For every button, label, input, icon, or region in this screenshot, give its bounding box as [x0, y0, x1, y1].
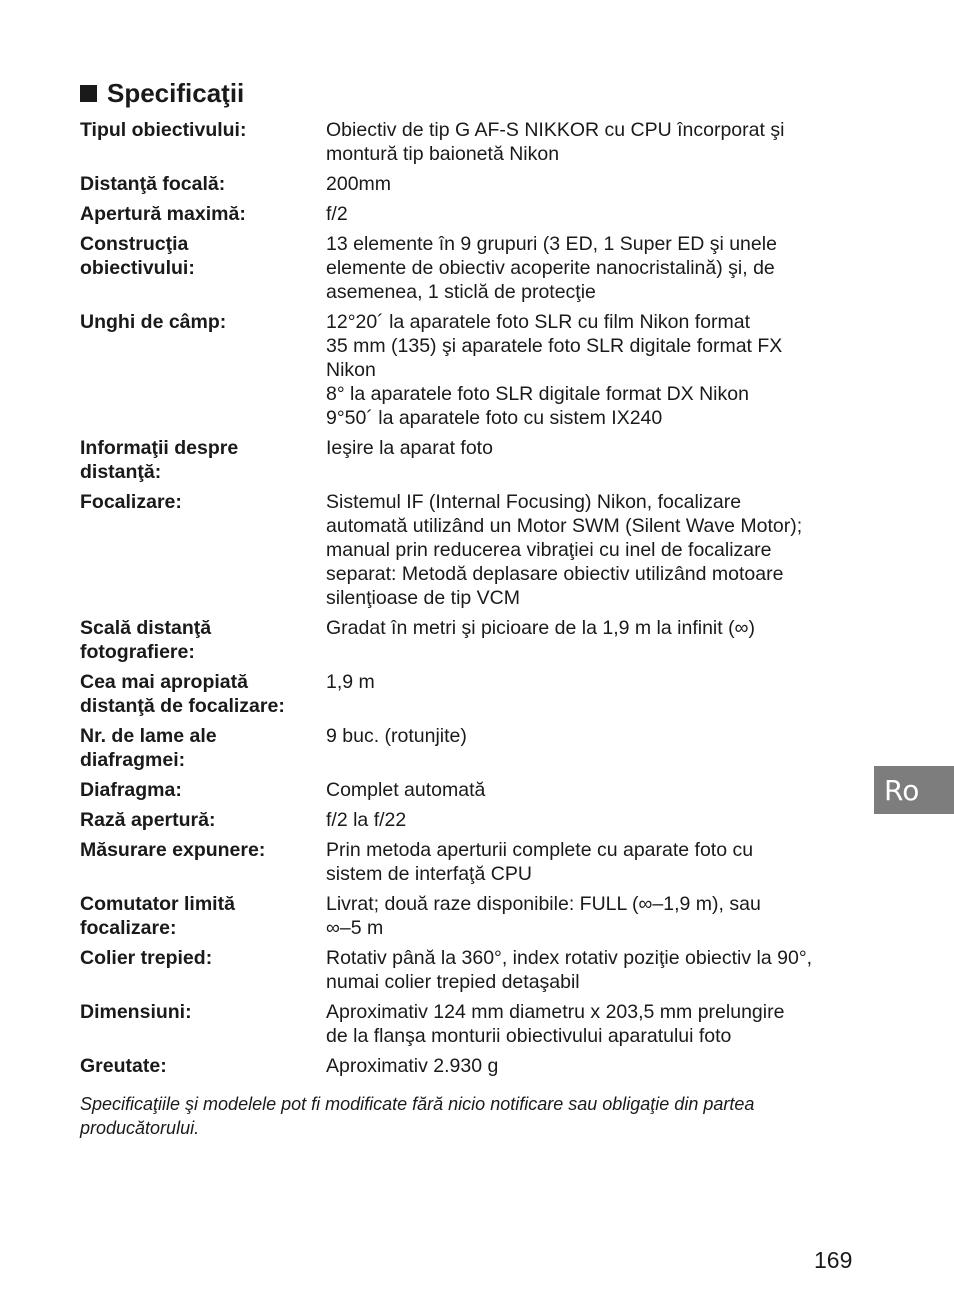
spec-row: [80, 1054, 850, 1078]
spec-row: [80, 670, 850, 718]
spec-row: [80, 808, 850, 832]
page-number: 169: [814, 1247, 853, 1273]
spec-value: 1,9 m: [326, 671, 375, 693]
spec-label: Construcţia obiectivului:: [80, 233, 195, 279]
spec-label: Scală distanţă fotografiere:: [80, 617, 212, 663]
spec-row: [80, 118, 850, 166]
spec-row: [80, 838, 850, 886]
spec-row: [80, 490, 850, 610]
spec-row: [80, 232, 850, 304]
spec-label: Unghi de câmp:: [80, 311, 227, 333]
language-tab: Ro: [874, 766, 954, 814]
spec-value: Prin metoda aperturii complete cu aparate foto cu sistem de interfaţă CPU: [326, 839, 754, 885]
spec-label: Apertură maximă:: [80, 203, 246, 225]
spec-value: Aproximativ 124 mm diametru x 203,5 mm prelungire de la flanşa monturii obiectivului aparatului foto: [326, 1001, 785, 1047]
spec-label: Informaţii despre distanţă:: [80, 437, 239, 483]
spec-row: [80, 172, 850, 196]
spec-label: Cea mai apropiată distanţă de focalizare:: [80, 671, 285, 717]
spec-value: Ieşire la aparat foto: [326, 437, 493, 459]
spec-label: Colier trepied:: [80, 947, 213, 969]
spec-row: [80, 724, 850, 772]
spec-label: Diafragma:: [80, 779, 182, 801]
spec-value: 13 elemente în 9 grupuri (3 ED, 1 Super ED şi unele elemente de obiectiv acoperite nanocristalină) şi, de asemenea, 1 sticlă de protecţie: [326, 233, 777, 303]
spec-label: Distanţă focală:: [80, 173, 226, 195]
spec-value: Obiectiv de tip G AF-S NIKKOR cu CPU încorporat şi montură tip baionetă Nikon: [326, 119, 785, 165]
spec-label: Măsurare expunere:: [80, 839, 266, 861]
spec-table: [80, 118, 850, 1084]
spec-value: 12°20´ la aparatele foto SLR cu film Nikon format 35 mm (135) şi aparatele foto SLR digitale format FX Nikon 8° la aparatele foto SLR digitale format DX Nikon 9°50´ la aparatele foto cu sistem IX240: [326, 311, 783, 429]
spec-row: [80, 1000, 850, 1048]
spec-label: Tipul obiectivului:: [80, 119, 247, 141]
spec-label: Greutate:: [80, 1055, 167, 1077]
spec-row: [80, 892, 850, 940]
spec-value: 9 buc. (rotunjite): [326, 725, 467, 747]
spec-row: [80, 946, 850, 994]
spec-label: Focalizare:: [80, 491, 182, 513]
section-heading: [80, 78, 244, 109]
spec-row: [80, 310, 850, 430]
spec-value: Complet automată: [326, 779, 486, 801]
spec-value: Gradat în metri şi picioare de la 1,9 m la infinit (∞): [326, 617, 755, 639]
spec-label: Dimensiuni:: [80, 1001, 192, 1023]
spec-label: Nr. de lame ale diafragmei:: [80, 725, 217, 771]
spec-row: [80, 778, 850, 802]
disclaimer-note: Specificaţiile şi modelele pot fi modificate fără nicio notificare sau obligaţie din partea producătorului.: [80, 1094, 755, 1138]
spec-label: Rază apertură:: [80, 809, 216, 831]
spec-value: 200mm: [326, 173, 392, 195]
section-title: Specificaţii: [107, 78, 245, 108]
spec-value: Livrat; două raze disponibile: FULL (∞–1,9 m), sau ∞–5 m: [326, 893, 761, 939]
spec-row: [80, 202, 850, 226]
spec-label: Comutator limită focalizare:: [80, 893, 235, 939]
spec-row: [80, 436, 850, 484]
spec-value: Aproximativ 2.930 g: [326, 1055, 499, 1077]
spec-value: f/2: [326, 203, 348, 225]
spec-value: Rotativ până la 360°, index rotativ poziţie obiectiv la 90°, numai colier trepied detaşabil: [326, 947, 813, 993]
spec-row: [80, 616, 850, 664]
spec-value: f/2 la f/22: [326, 809, 407, 831]
square-bullet-icon: [80, 85, 97, 102]
spec-value: Sistemul IF (Internal Focusing) Nikon, focalizare automată utilizând un Motor SWM (Silent Wave Motor); manual prin reducerea vibraţiei cu inel de focalizare separat: Metodă deplasare obiectiv utilizând motoare silenţioase de tip VCM: [326, 491, 803, 609]
